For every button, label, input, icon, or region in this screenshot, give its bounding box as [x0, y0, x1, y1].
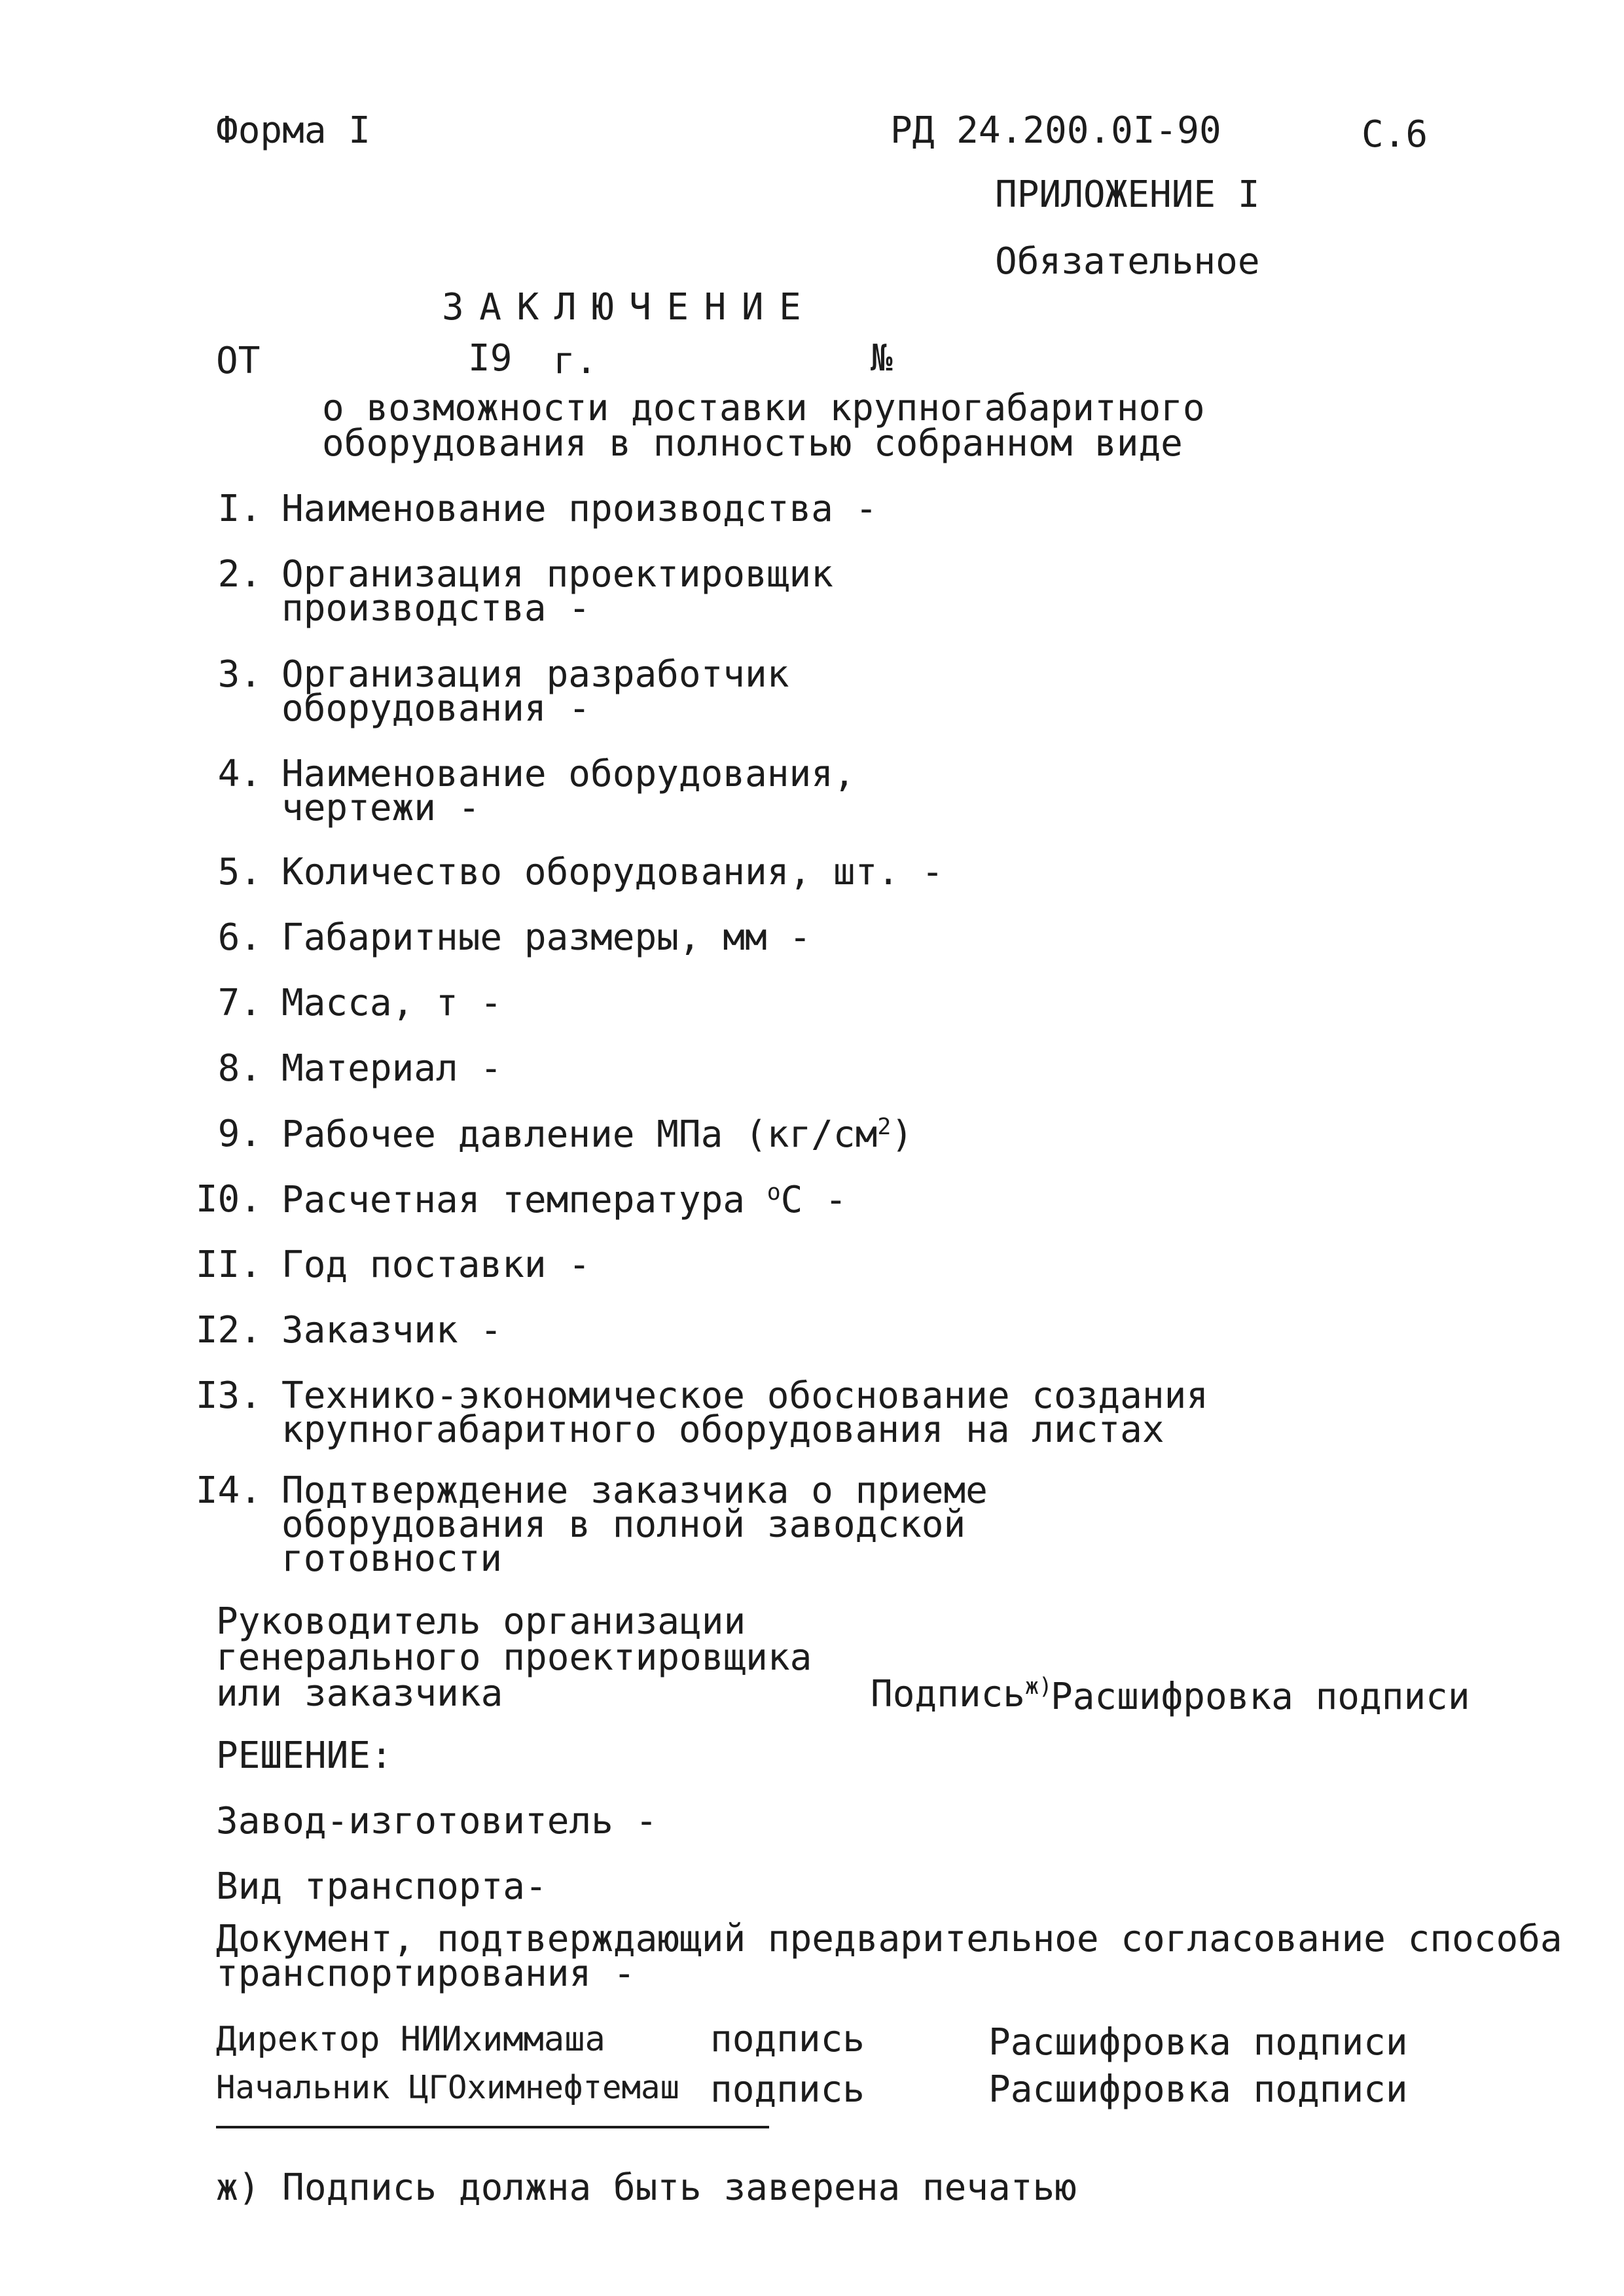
item-number: 7. [217, 982, 262, 1024]
signature-label-text: Подпись [871, 1673, 1026, 1716]
item-number: I4. [195, 1469, 262, 1512]
footnote: ж) Подпись должна быть заверена печатью [216, 2166, 1077, 2209]
item-text-superscript: о [767, 1179, 781, 1206]
signer-signature: подпись [710, 2018, 865, 2060]
signer-decoding: Расшифровка подписи [988, 2068, 1408, 2111]
decision-label: РЕШЕНИЕ: [216, 1734, 393, 1777]
item-text: Год поставки - [281, 1244, 591, 1286]
item-text: Материал - [281, 1047, 503, 1090]
item-text: крупногабаритного оборудования на листах [281, 1408, 1164, 1451]
manufacturer-field: Завод-изготовитель - [216, 1800, 658, 1842]
signer-decoding: Расшифровка подписи [988, 2021, 1408, 2064]
date-from-label: ОТ [216, 340, 261, 382]
item-text-tail: ) [891, 1113, 913, 1157]
item-text: чертежи - [281, 787, 480, 829]
item-number: II. [195, 1244, 262, 1286]
signer-position: Директор НИИхиммаша [216, 2020, 605, 2059]
item-text: Наименование производства - [281, 488, 878, 530]
item-text: Наименование оборудования, [281, 753, 856, 795]
head-title-line-1: Руководитель организации [216, 1600, 746, 1643]
form-label: Форма I [216, 109, 371, 152]
item-text: производства - [281, 587, 591, 630]
signer-signature: подпись [710, 2068, 865, 2111]
page-number: С.6 [1362, 113, 1428, 156]
signer-position: Начальник ЦГОхимнефтемаш [216, 2069, 680, 2106]
item-text [281, 1179, 847, 1222]
signature-label [871, 1673, 1053, 1716]
item-text: готовности [281, 1537, 503, 1580]
item-number: 6. [217, 916, 262, 959]
item-text: Организация разработчик [281, 653, 789, 696]
item-text-tail: С - [780, 1179, 847, 1222]
footnote-mark: ж) [1025, 1674, 1053, 1700]
transport-document-line-1: Документ, подтверждающий предварительное согласование способа [216, 1918, 1562, 1960]
item-text-superscript: 2 [877, 1114, 892, 1140]
item-text: Подтверждение заказчика о приеме [281, 1469, 988, 1512]
item-text: Заказчик - [281, 1309, 503, 1352]
signature-decoding: Расшифровка подписи [1051, 1676, 1470, 1718]
item-text: оборудования в полной заводской [281, 1503, 966, 1546]
item-text: Габаритные размеры, мм - [281, 916, 812, 959]
item-text-main: Расчетная температура [281, 1179, 767, 1222]
document-code: РД 24.200.0I-90 [890, 109, 1221, 152]
head-title-line-2: генерального проектировщика [216, 1636, 812, 1679]
subtitle-line-1: о возможности доставки крупногабаритного [322, 387, 1205, 429]
item-text: Масса, т - [281, 982, 503, 1024]
item-number: 9. [217, 1113, 262, 1155]
item-text: Количество оборудования, шт. - [281, 851, 944, 893]
item-number: 2. [217, 553, 262, 596]
head-title-line-3: или заказчика [216, 1672, 503, 1715]
number-sign: № [871, 337, 893, 380]
item-text [281, 1113, 913, 1157]
item-number: I3. [195, 1374, 262, 1417]
item-text: Организация проектировщик [281, 553, 833, 596]
year-suffix: г. [553, 340, 598, 382]
item-number: 4. [217, 753, 262, 795]
appendix-label: ПРИЛОЖЕНИЕ I [995, 173, 1260, 216]
subtitle-line-2: оборудования в полностью собранном виде [322, 422, 1183, 465]
appendix-status: Обязательное [995, 240, 1260, 283]
item-number: 3. [217, 653, 262, 696]
item-number: 5. [217, 851, 262, 893]
year-prefix: I9 [468, 337, 513, 380]
document-title: ЗАКЛЮЧЕНИЕ [442, 286, 817, 329]
transport-document-line-2: транспортирования - [216, 1952, 636, 1995]
footnote-divider [216, 2126, 769, 2128]
transport-field: Вид транспорта- [216, 1865, 547, 1908]
item-number: I2. [195, 1309, 262, 1352]
item-number: 8. [217, 1047, 262, 1090]
item-text: Технико-экономическое обоснование создания [281, 1374, 1209, 1417]
item-text: оборудования - [281, 687, 591, 730]
item-number: I. [217, 488, 262, 530]
item-text-main: Рабочее давление МПа (кг/см [281, 1113, 878, 1157]
item-number: I0. [195, 1178, 262, 1221]
